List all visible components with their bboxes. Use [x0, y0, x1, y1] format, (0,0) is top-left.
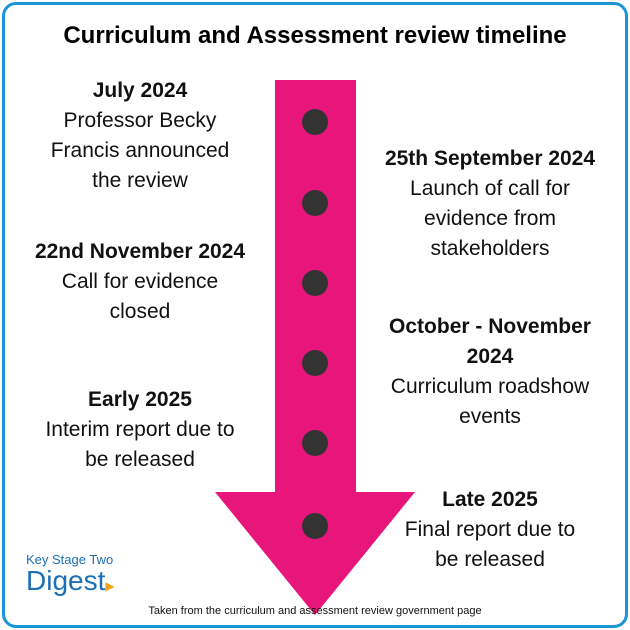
event-desc-line: be released	[435, 548, 545, 571]
timeline-dot-1	[302, 109, 328, 135]
event-desc-line: Francis announced	[50, 139, 230, 162]
source-footnote: Taken from the curriculum and assessment review government page	[148, 605, 482, 617]
event-desc-line: Interim report due to	[45, 418, 235, 441]
timeline-dot-4	[302, 350, 328, 376]
event-desc-line: the review	[92, 169, 188, 192]
timeline-dot-6	[302, 513, 328, 539]
event-september-2024	[360, 144, 620, 264]
event-october-november-2024	[360, 312, 620, 432]
timeline-dot-3	[302, 270, 328, 296]
timeline-dot-2	[302, 190, 328, 216]
event-desc-line: Final report due to	[404, 518, 576, 541]
event-desc-line: events	[459, 405, 521, 428]
event-date: July 2024	[92, 79, 188, 102]
event-late-2025	[360, 485, 620, 575]
key-stage-two-digest-logo	[26, 552, 115, 600]
event-desc-line: Curriculum roadshow	[390, 375, 590, 398]
event-desc-line: Professor Becky	[63, 109, 217, 132]
event-early-2025	[10, 385, 270, 475]
event-desc-line: Call for evidence	[61, 270, 219, 293]
event-date-line: October - November	[389, 315, 591, 338]
event-desc-line: Launch of call for	[410, 177, 570, 200]
event-november-2024	[10, 237, 270, 327]
play-triangle-icon: ▶	[105, 579, 115, 593]
event-desc-line: closed	[109, 300, 171, 323]
event-date: Late 2025	[442, 488, 538, 511]
page-title: Curriculum and Assessment review timeline	[63, 22, 567, 49]
event-desc-line: be released	[85, 448, 195, 471]
event-date-line: 2024	[466, 345, 514, 368]
logo-line-2: Digest	[26, 565, 106, 596]
event-july-2024	[10, 76, 270, 196]
event-date: 25th September 2024	[384, 147, 596, 170]
timeline-dot-5	[302, 430, 328, 456]
logo-line-1: Key Stage Two	[26, 552, 114, 567]
event-date: 22nd November 2024	[34, 240, 246, 263]
event-date: Early 2025	[88, 388, 192, 411]
event-desc-line: stakeholders	[430, 237, 550, 260]
event-desc-line: evidence from	[424, 207, 556, 230]
